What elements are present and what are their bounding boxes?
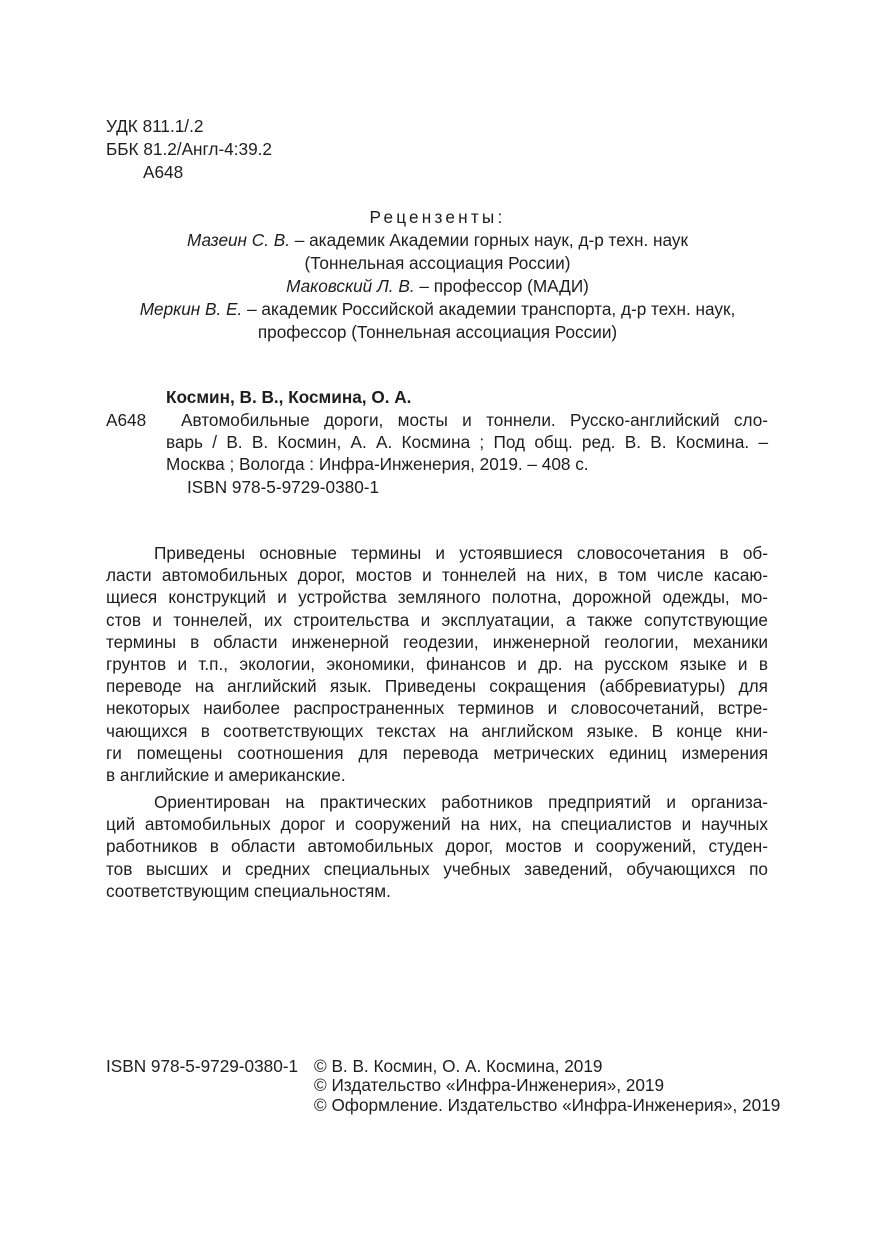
abstract-line: соответствующим специальностям. [106,880,391,901]
bib-line: Автомобильные дороги, мосты и тоннели. Русско-английский сло- [181,410,768,430]
abstract-line: щиеся конструкций и устройства земляного полотна, дорожной одежды, мо- [106,587,768,608]
abstract-line: стов и тоннелей, их строительства и эксплуатации, а также сопутствующие [106,609,768,630]
abstract-line: ласти автомобильных дорог, мостов и тоннелей на них, в том числе касаю- [106,565,768,586]
bib-authors: Космин, В. В., Космина, О. А. [166,387,412,407]
abstract-line: ги помещены соотношения для перевода метрических единиц измерения [106,742,768,763]
reviewer-line [0,275,875,297]
reviewer-desc: – академик Российской академии транспорта, д-р техн. наук, [242,299,736,319]
reviewer-line [0,298,875,320]
reviewer-line [0,252,875,274]
abstract-line: работников в области автомобильных дорог, мостов и сооружений, студен- [106,836,768,857]
bbk-code: ББК 81.2/Англ-4:39.2 [106,139,272,159]
reviewer-line [0,229,875,251]
udk-code: УДК 811.1/.2 [106,116,204,136]
reviewer-desc: – академик Академии горных наук, д-р техн. наук [290,230,689,250]
abstract-line: грунтов и т.п., экологии, экономики, финансов и др. на русском языке и в [106,653,768,674]
abstract-line: некоторых наиболее распространенных терминов и словосочетаний, встре- [106,698,768,719]
copyright-line: © В. В. Космин, О. А. Космина, 2019 [314,1056,603,1076]
author-mark: А648 [143,162,184,182]
footer-isbn: ISBN 978-5-9729-0380-1 [106,1056,299,1076]
bib-line: варь / В. В. Космин, А. А. Космина ; Под общ. ред. В. В. Космина. – [166,432,768,452]
abstract-line: тов высших и средних специальных учебных заведений, обучающихся по [106,858,768,879]
reviewer-name: Мазеин С. В. [186,230,290,250]
reviewer-desc: – профессор (МАДИ) [414,276,589,296]
reviewer-name: Маковский Л. В. [286,276,415,296]
abstract-line: ций автомобильных дорог и сооружений на них, на специалистов и научных [106,814,768,835]
bib-line: Москва ; Вологда : Инфра-Инженерия, 2019. – 408 с. [166,454,589,474]
abstract-paragraph-2 [106,791,768,902]
reviewer-line [0,321,875,343]
reviewer-desc: профессор (Тоннельная ассоциация России) [257,322,618,342]
bib-description [181,409,768,431]
reviewer-name: Меркин В. Е. [139,299,243,319]
abstract-line: Приведены основные термины и устоявшиеся словосочетания в об- [154,543,768,563]
abstract-line: Ориентирован на практических работников предприятий и организа- [154,792,768,812]
abstract-line: термины в области инженерной геодезии, инженерной геологии, механики [106,631,768,652]
bib-description-cont [166,431,768,453]
reviewers-heading: Рецензенты: [369,207,506,227]
copyright-line: © Издательство «Инфра-Инженерия», 2019 [314,1075,665,1095]
bib-mark: А648 [106,410,147,430]
reviewer-desc: (Тоннельная ассоциация России) [304,253,571,273]
abstract-paragraph-1 [106,542,768,786]
bib-isbn: ISBN 978-5-9729-0380-1 [187,477,380,497]
abstract-line: чающихся в соответствующих текстах на английском языке. В конце кни- [106,720,768,741]
abstract-line: в английские и американские. [106,764,346,785]
copyright-line: © Оформление. Издательство «Инфра-Инженерия», 2019 [314,1095,781,1115]
abstract-line: переводе на английский язык. Приведены сокращения (аббревиатуры) для [106,676,768,697]
